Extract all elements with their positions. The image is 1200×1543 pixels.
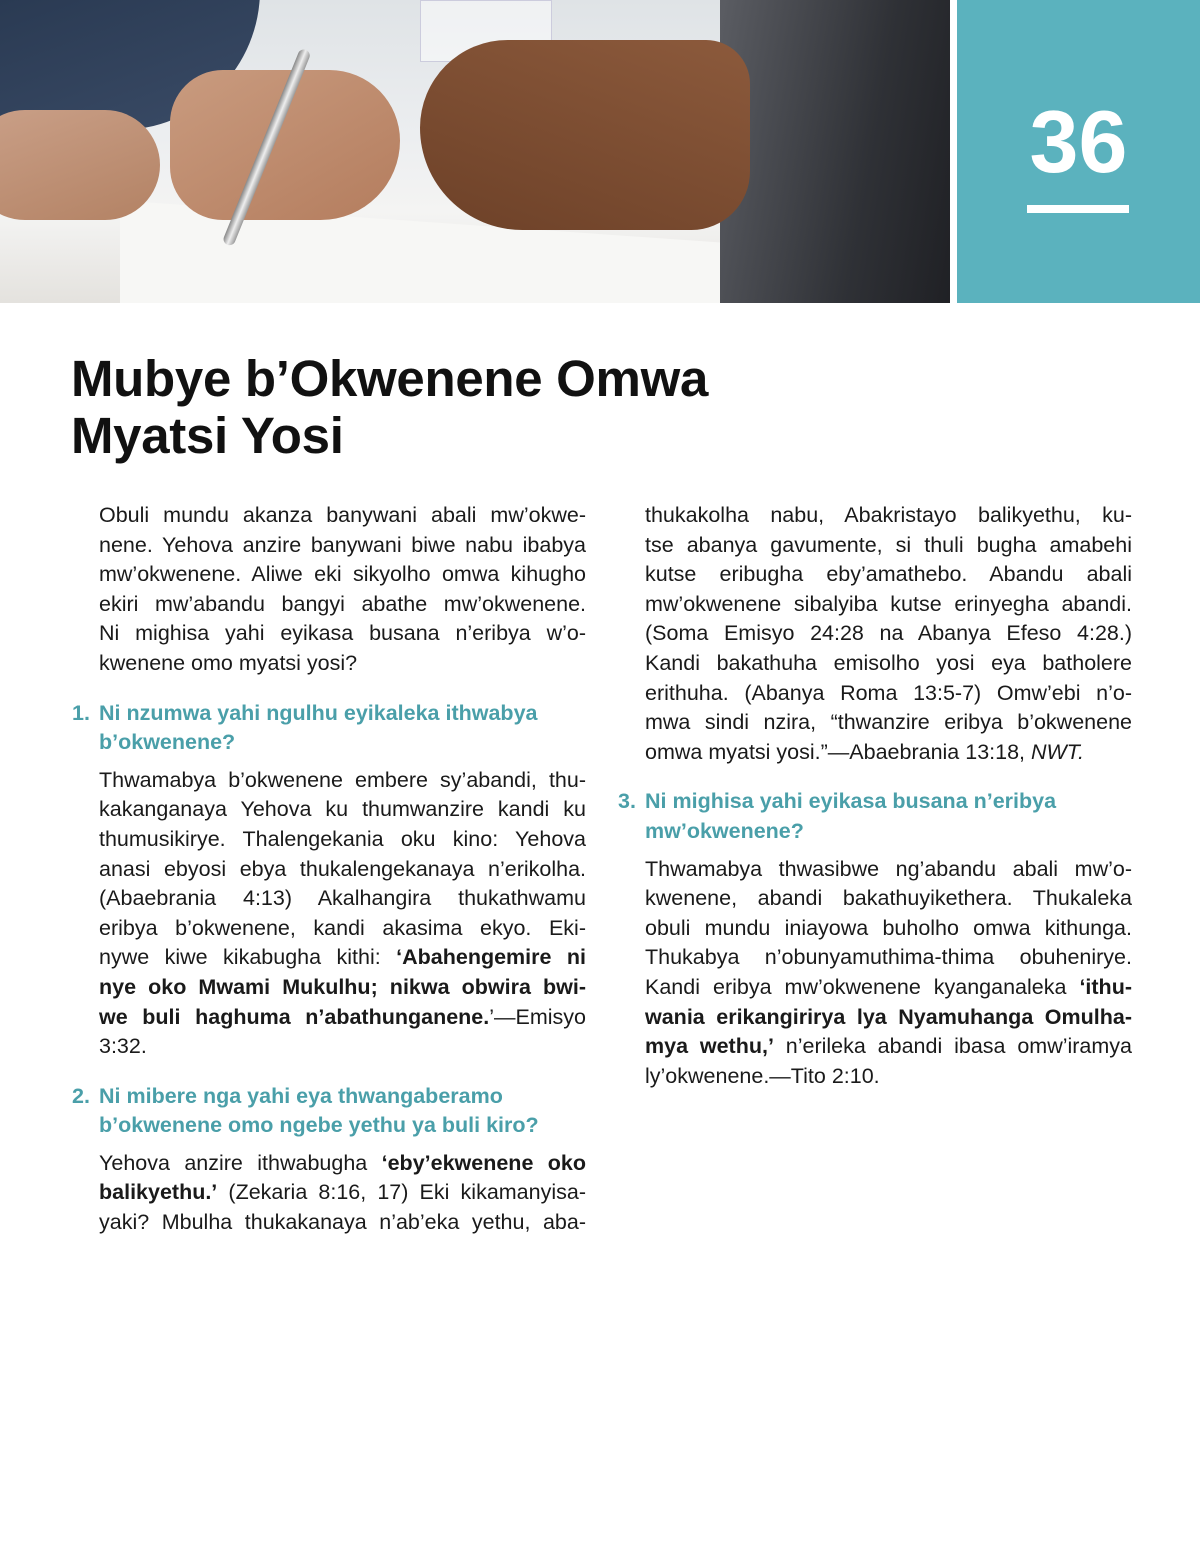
text-run: (Abaebrania 4:13) Akalhangira thukathwamu — [99, 886, 586, 911]
text-run: omwa myatsi yosi.”—Abaebrania 13:18, — [645, 739, 1031, 764]
body-paragraph — [99, 1149, 586, 1238]
text-run: mwa sindi nzira, “thwanzire eribya b’okwenene — [645, 710, 1132, 735]
text-run: (Soma Emisyo 24:28 na Abanya Efeso 4:28.) — [645, 621, 1132, 646]
text-line — [645, 560, 1132, 590]
text-run: eribya b’okwenene, kandi akasima ekyo. Eki- — [99, 915, 586, 940]
text-line — [99, 560, 586, 590]
text-run: 3:32. — [99, 1034, 147, 1059]
bold-quote-text: wania erikangirirya lya Nyamuhanga Omulha- — [645, 1004, 1132, 1029]
text-run: obuli mundu iniayowa buholho omwa kithunga. — [645, 915, 1132, 940]
text-line — [99, 1149, 586, 1179]
question-heading-line: mw’okwenene? — [645, 818, 804, 843]
left-column — [72, 501, 586, 1238]
text-run: Thukabya n’obunyamuthima-thima obuhenirye. — [645, 945, 1132, 970]
question-number: 2. — [72, 1083, 90, 1108]
page-title — [71, 350, 708, 464]
bold-quote-text: ‘Abahengemire ni — [396, 945, 586, 970]
text-line — [645, 649, 1132, 679]
text-line — [99, 1178, 586, 1208]
text-line — [645, 501, 1132, 531]
text-run: kwenene, abandi bakathuyikethera. Thukaleka — [645, 886, 1132, 911]
text-line — [99, 619, 586, 649]
question-heading-line: b’okwenene? — [99, 730, 236, 755]
text-line — [99, 855, 586, 885]
text-line — [645, 1032, 1132, 1062]
bold-quote-text: we buli haghuma n’abathunganene. — [99, 1004, 490, 1029]
question-heading — [618, 787, 1132, 846]
body-paragraph — [645, 501, 1132, 767]
question-heading-line: Ni nzumwa yahi ngulhu eyikaleka ithwabya — [99, 700, 538, 725]
text-line — [99, 825, 586, 855]
text-run: anasi ebyosi ebya thukalengekanaya n’erikolha. — [99, 856, 586, 881]
title-line: Myatsi Yosi — [71, 407, 344, 464]
text-run: erithuha. (Abanya Roma 13:5-7) Omw’ebi n’o- — [645, 680, 1132, 705]
right-column — [618, 501, 1133, 1091]
lesson-number-badge — [957, 0, 1200, 303]
text-line — [99, 501, 586, 531]
lesson-number-underline — [1027, 205, 1129, 213]
lesson-number: 36 — [1029, 92, 1128, 191]
text-run: kwenene omo myatsi yosi? — [99, 650, 358, 675]
text-run: (Zekaria 8:16, 17) Eki kikamanyisa- — [217, 1180, 586, 1205]
question-number: 3. — [618, 789, 636, 814]
text-line — [99, 884, 586, 914]
question-heading — [72, 699, 586, 758]
text-run: kutse eribugha eby’amathebo. Abandu abali — [645, 562, 1132, 587]
text-run: tse abanya gavumente, si thuli bugha amabehi — [645, 532, 1132, 557]
body-paragraph — [645, 855, 1132, 1092]
text-run: yaki? Mbulha thukakanaya n’ab’eka yethu, aba- — [99, 1210, 586, 1235]
text-line — [99, 1032, 586, 1062]
text-line — [645, 531, 1132, 561]
header-photo-handshake-signing — [0, 0, 950, 303]
text-line — [645, 738, 1132, 768]
text-run: ly’okwenene.—Tito 2:10. — [645, 1063, 880, 1088]
text-line — [99, 1208, 586, 1238]
text-line — [99, 649, 586, 679]
text-line — [645, 619, 1132, 649]
text-run: Kandi bakathuha emisolho yosi eya batholere — [645, 650, 1132, 675]
text-line — [645, 1003, 1132, 1033]
text-line — [99, 531, 586, 561]
text-run: ’—Emisyo — [489, 1004, 586, 1029]
text-line — [645, 973, 1132, 1003]
text-line — [645, 884, 1132, 914]
text-run: ekiri mw’abandu bangyi abathe mw’okwenene. — [99, 591, 586, 616]
text-run: kakanganaya Yehova ku thumwanzire kandi ku — [99, 797, 586, 822]
text-line — [99, 795, 586, 825]
text-line — [99, 973, 586, 1003]
italic-text: NWT. — [1030, 739, 1084, 764]
text-run: thumusikirye. Thalengekania oku kino: Yehova — [99, 826, 586, 851]
text-run: Thwamabya thwasibwe ng’abandu abali mw’o- — [645, 856, 1132, 881]
body-paragraph — [99, 501, 586, 679]
text-line — [99, 914, 586, 944]
text-run: nywe kiwe kikabugha kithi: — [99, 945, 397, 970]
text-line — [645, 708, 1132, 738]
question-heading-line: b’okwenene omo ngebe yethu ya buli kiro? — [99, 1113, 539, 1138]
text-line — [645, 1062, 1132, 1092]
text-line — [99, 943, 586, 973]
text-run: Thwamabya b’okwenene embere sy’abandi, thu- — [99, 767, 586, 792]
bold-quote-text: mya wethu,’ — [645, 1034, 774, 1059]
text-line — [99, 590, 586, 620]
text-line — [645, 679, 1132, 709]
text-line — [645, 590, 1132, 620]
bold-quote-text: ‘ithu- — [1079, 974, 1132, 999]
question-heading — [72, 1082, 586, 1141]
question-heading-line: Ni mighisa yahi eyikasa busana n’eribya — [645, 789, 1057, 814]
text-run: mw’okwenene sibalyiba kutse erinyegha abandi. — [645, 591, 1132, 616]
question-heading-line: Ni mibere nga yahi eya thwangaberamo — [99, 1083, 503, 1108]
bold-quote-text: nye oko Mwami Mukulhu; nikwa obwira bwi- — [99, 974, 586, 999]
text-run: Ni mighisa yahi eyikasa busana n’eribya w’o- — [99, 621, 586, 646]
text-line — [99, 1003, 586, 1033]
body-paragraph — [99, 766, 586, 1062]
question-number: 1. — [72, 700, 90, 725]
text-line — [645, 914, 1132, 944]
text-line — [645, 943, 1132, 973]
text-line — [99, 766, 586, 796]
text-run: Kandi eribya mw’okwenene kyanganaleka — [645, 974, 1080, 999]
text-run: thukakolha nabu, Abakristayo balikyethu, ku- — [645, 503, 1132, 527]
text-run: Yehova anzire ithwabugha — [99, 1150, 382, 1175]
title-line: Mubye b’Okwenene Omwa — [71, 350, 709, 407]
text-run: mw’okwenene. Aliwe eki sikyolho omwa kihugho — [99, 562, 586, 587]
text-run: nene. Yehova anzire banywani biwe nabu ibabya — [99, 532, 586, 557]
bold-quote-text: ‘eby’ekwenene oko — [381, 1150, 586, 1175]
text-run: Obuli mundu akanza banywani abali mw’okwe- — [99, 503, 586, 527]
bold-quote-text: balikyethu.’ — [99, 1180, 218, 1205]
text-run: n’erileka abandi ibasa omw’iramya — [773, 1034, 1133, 1059]
text-line — [645, 855, 1132, 885]
